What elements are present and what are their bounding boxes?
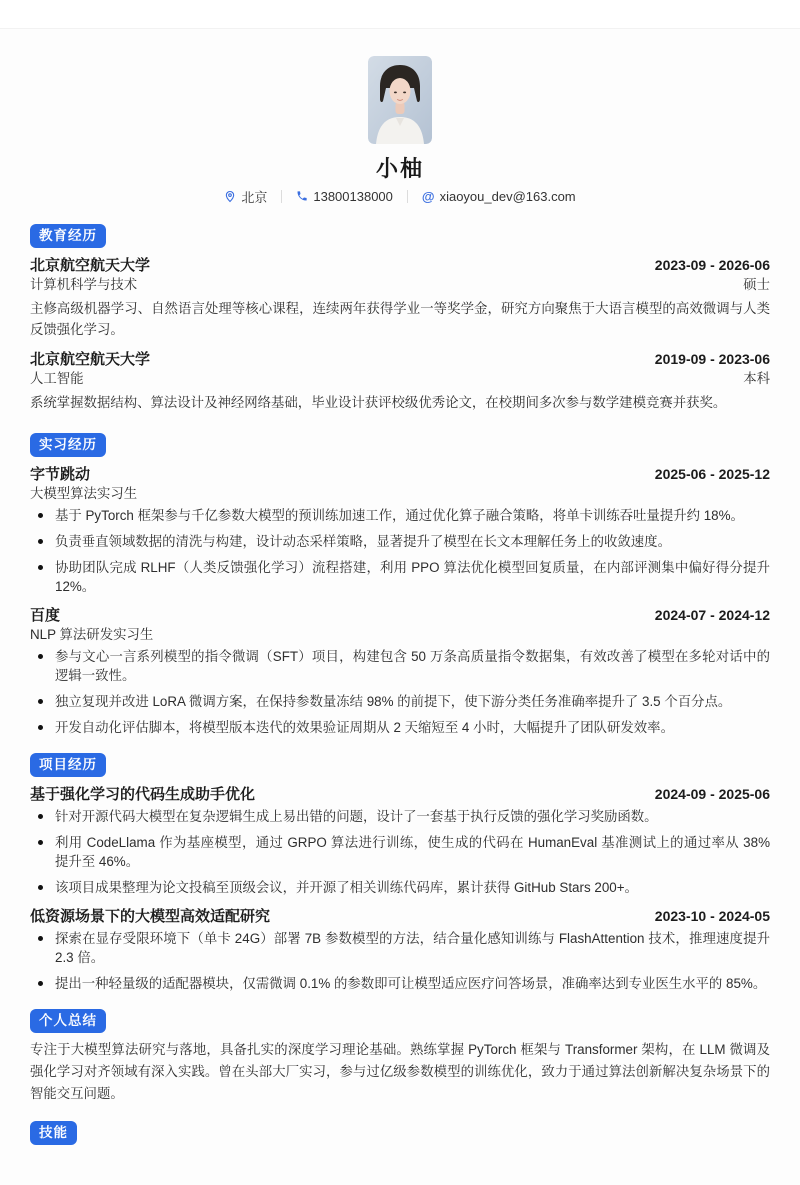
bullet-item: 利用 CodeLlama 作为基座模型，通过 GRPO 算法进行训练，使生成的代码在 HumanEval 基准测试上的通过率从 38% 提升至 46%。 (30, 833, 770, 871)
bullet-item: 基于 PyTorch 框架参与千亿参数大模型的预训练加速工作，通过优化算子融合策略，将单卡训练吞吐量提升约 18%。 (30, 506, 770, 525)
phone-icon (296, 190, 308, 202)
section-education (30, 205, 770, 413)
school-name: 北京航空航天大学 (30, 257, 151, 274)
education-description: 系统掌握数据结构、算法设计及神经网络基础，毕业设计获评校级优秀论文，在校期间多次参与数学建模竞赛并获奖。 (30, 395, 727, 410)
education-entry-subheader (30, 369, 770, 388)
contact-location-text: 北京 (241, 189, 268, 205)
contact-phone-text: 13800138000 (313, 188, 393, 204)
resume-header (30, 56, 770, 205)
section-skills (30, 1105, 770, 1145)
project-date-range: 2023-10 - 2024-05 (654, 908, 770, 924)
contact-email (422, 189, 576, 204)
summary-text: 专注于大模型算法研究与落地，具备扎实的深度学习理论基础。熟练掌握 PyTorch 框架与 Transformer 架构，在 LLM 微调及强化学习对齐领域有深入实践。曾在头部大厂实习，参与过亿级参数模型的训练优化，致力于通过算法创新解决复杂场景下的智能交互问题。 (30, 1042, 770, 1101)
section-internship (30, 413, 770, 737)
company-name: 字节跳动 (30, 466, 91, 483)
education-date-range: 2019-09 - 2023-06 (654, 351, 770, 367)
internship-bullet-list (30, 647, 770, 737)
candidate-name: 小柚 (375, 156, 424, 181)
bullet-item: 针对开源代码大模型在复杂逻辑生成上易出错的问题，设计了一套基于执行反馈的强化学习奖励函数。 (30, 807, 770, 826)
internship-entry-subheader (30, 625, 770, 644)
education-description: 主修高级机器学习、自然语言处理等核心课程，连续两年获得学业一等奖学金，研究方向聚焦于大语言模型的高效微调与人类反馈强化学习。 (30, 301, 770, 337)
contact-email-text: xiaoyou_dev@163.com (439, 188, 576, 204)
bullet-item: 负责垂直领域数据的清洗与构建，设计动态采样策略，显著提升了模型在长文本理解任务上的收敛速度。 (30, 532, 770, 551)
education-entry-header (30, 256, 770, 275)
bullet-item: 独立复现并改进 LoRA 微调方案，在保持参数量冻结 98% 的前提下，使下游分类任务准确率提升了 3.5 个百分点。 (30, 692, 770, 711)
bullet-item: 开发自动化评估脚本，将模型版本迭代的效果验证周期从 2 天缩短至 4 小时，大幅提升了团队研发效率。 (30, 718, 770, 737)
resume-page (0, 28, 800, 1185)
section-badge-summary: 个人总结 (30, 1009, 106, 1033)
role-title: NLP 算法研发实习生 (30, 627, 154, 642)
internship-date-range: 2025-06 - 2025-12 (654, 466, 770, 482)
major-name: 人工智能 (30, 371, 84, 386)
section-badge-education: 教育经历 (30, 224, 106, 248)
internship-entry (30, 465, 770, 596)
profile-photo (368, 56, 432, 144)
internship-entry-header (30, 465, 770, 484)
project-date-range: 2024-09 - 2025-06 (654, 786, 770, 802)
education-entry-subheader (30, 275, 770, 294)
bullet-item: 协助团队完成 RLHF（人类反馈强化学习）流程搭建，利用 PPO 算法优化模型回复质量，在内部评测集中偏好得分提升 12%。 (30, 558, 770, 596)
degree-label: 本科 (743, 371, 770, 386)
internship-date-range: 2024-07 - 2024-12 (654, 607, 770, 623)
bullet-item: 提出一种轻量级的适配器模块，仅需微调 0.1% 的参数即可让模型适应医疗问答场景，准确率达到专业医生水平的 85%。 (30, 974, 770, 993)
internship-bullet-list (30, 506, 770, 596)
contact-row (30, 187, 770, 205)
section-badge-projects: 项目经历 (30, 753, 106, 777)
project-entry-header (30, 907, 770, 926)
section-summary (30, 993, 770, 1105)
section-badge-internship: 实习经历 (30, 433, 106, 457)
contact-divider (407, 190, 408, 203)
role-title: 大模型算法实习生 (30, 486, 138, 501)
contact-phone (296, 189, 393, 204)
education-entry-header (30, 350, 770, 369)
school-name: 北京航空航天大学 (30, 351, 151, 368)
internship-entry-header (30, 606, 770, 625)
bullet-item: 该项目成果整理为论文投稿至顶级会议，并开源了相关训练代码库，累计获得 GitHub Stars 200+。 (30, 878, 770, 897)
project-bullet-list (30, 929, 770, 993)
internship-entry-subheader (30, 484, 770, 503)
project-entry (30, 907, 770, 993)
section-projects (30, 737, 770, 993)
contact-location (224, 187, 267, 206)
bullet-item: 参与文心一言系列模型的指令微调（SFT）项目，构建包含 50 万条高质量指令数据集，有效改善了模型在多轮对话中的逻辑一致性。 (30, 647, 770, 685)
project-title: 低资源场景下的大模型高效适配研究 (30, 908, 271, 925)
education-entry (30, 256, 770, 340)
profile-photo-illustration (368, 56, 432, 144)
major-name: 计算机科学与技术 (30, 277, 138, 292)
project-entry-header (30, 785, 770, 804)
education-date-range: 2023-09 - 2026-06 (654, 257, 770, 273)
section-badge-skills: 技能 (30, 1121, 77, 1145)
contact-divider (281, 190, 282, 203)
internship-entry (30, 606, 770, 737)
bullet-item: 探索在显存受限环境下（单卡 24G）部署 7B 参数模型的方法，结合量化感知训练与 FlashAttention 技术，推理速度提升 2.3 倍。 (30, 929, 770, 967)
project-bullet-list (30, 807, 770, 897)
company-name: 百度 (30, 607, 61, 624)
degree-label: 硕士 (743, 277, 770, 292)
project-entry (30, 785, 770, 897)
location-pin-icon (224, 190, 236, 203)
education-entry (30, 350, 770, 413)
at-sign-icon: @ (421, 188, 435, 204)
project-title: 基于强化学习的代码生成助手优化 (30, 786, 256, 803)
